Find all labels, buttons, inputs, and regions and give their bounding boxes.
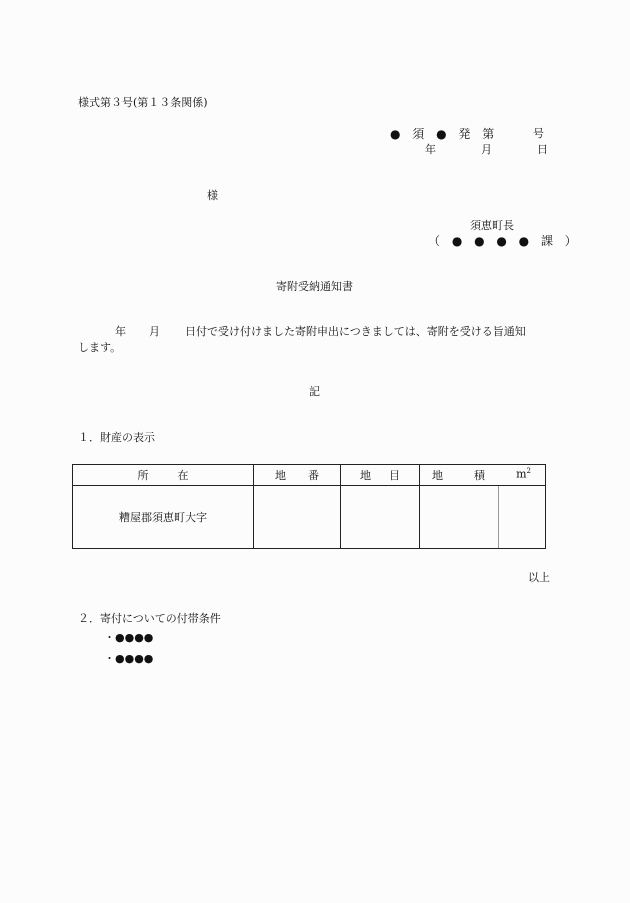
date-day: 日 (537, 143, 548, 156)
document-number-suffix: 号 (533, 127, 544, 140)
date-month: 月 (481, 143, 492, 156)
table-row (73, 486, 546, 549)
header-area: 地 積 $m^2$ (420, 465, 546, 486)
closing-ijou: 以上 (528, 571, 550, 584)
cell-location: 糟屋郡須恵町大字 (73, 486, 254, 549)
property-table (72, 464, 546, 549)
area-unit: $m^2$ (516, 467, 531, 481)
section-2-heading: ２．寄付についての付帯条件 (78, 612, 221, 625)
body-month: 月 (149, 325, 160, 338)
cell-area-integer (420, 486, 498, 548)
condition-item-2: ・●●●● (104, 652, 154, 665)
header-location: 所 在 (73, 465, 254, 486)
document-number: ● 須 ● 発 第 (390, 127, 499, 141)
cell-lot-number (254, 486, 341, 549)
section-1-heading: １．財産の表示 (78, 431, 155, 444)
cell-land-category (341, 486, 420, 549)
condition-item-1: ・●●●● (104, 631, 154, 644)
header-land-category: 地 目 (341, 465, 420, 486)
table-header-row (73, 465, 546, 486)
ki-label: 記 (309, 385, 320, 398)
issuer-title: 須恵町長 (470, 219, 514, 232)
document-title: 寄附受納通知書 (276, 280, 353, 293)
body-text-line1: 日付で受け付けました寄附申出につきましては、寄附を受ける旨通知 (185, 325, 526, 338)
form-label: 様式第３号(第１３条関係) (78, 96, 208, 109)
date-year: 年 (425, 143, 436, 156)
body-text-line2: します。 (78, 341, 122, 354)
addressee-suffix: 様 (207, 189, 218, 202)
cell-area-decimal (498, 486, 545, 548)
cell-area (420, 486, 546, 549)
body-year: 年 (115, 325, 126, 338)
header-lot-number: 地 番 (254, 465, 341, 486)
issuer-department: （ ● ● ● ● 課 ） (428, 234, 581, 248)
